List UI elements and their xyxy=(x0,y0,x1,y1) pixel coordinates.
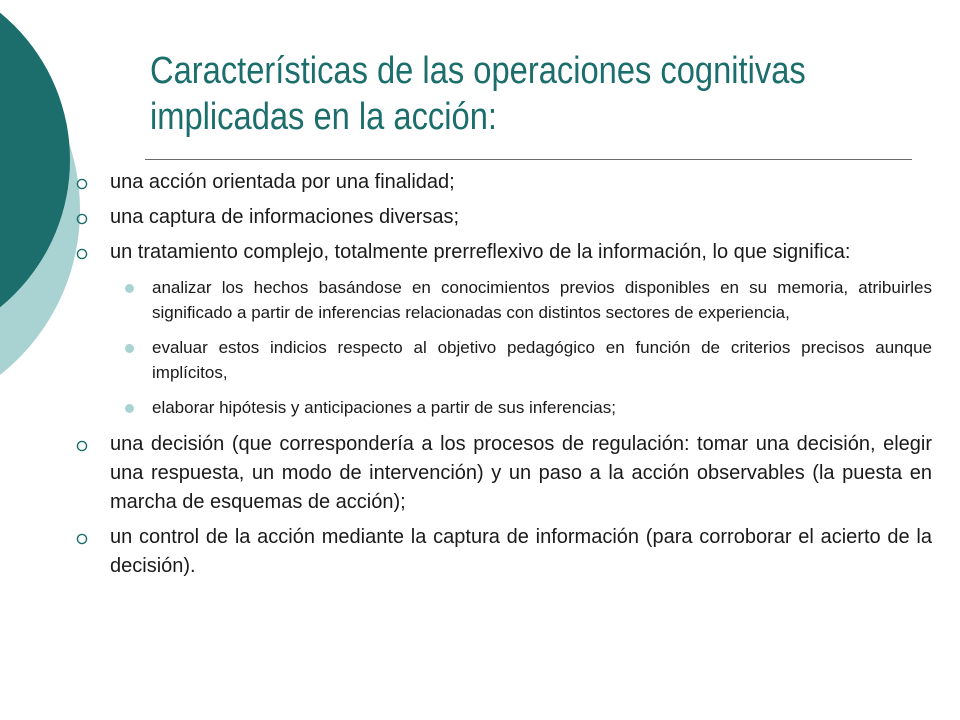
sub-bullet-text: elaborar hipótesis y anticipaciones a partir de sus inferencias; xyxy=(152,398,616,417)
bullet-list xyxy=(74,168,932,587)
sub-bullet-text: evaluar estos indicios respecto al objetivo pedagógico en función de criterios precisos aunque implícitos, xyxy=(152,338,932,382)
bullet-item xyxy=(74,168,932,197)
sub-bullet-item xyxy=(74,275,932,325)
sub-bullet-list xyxy=(74,275,932,420)
title-divider xyxy=(145,159,912,160)
filled-dot-bullet-icon xyxy=(125,404,134,413)
hollow-circle-bullet-icon xyxy=(76,440,88,452)
filled-dot-bullet-icon xyxy=(125,344,134,353)
bullet-item xyxy=(74,203,932,232)
bullet-text: un tratamiento complejo, totalmente prerreflexivo de la información, lo que significa: xyxy=(110,241,851,263)
bullet-text: una decisión (que correspondería a los procesos de regulación: tomar una decisión, elegir una respuesta, un modo de intervención) y un paso a la acción observables (la puesta en marcha de esquemas de acción); xyxy=(110,433,932,513)
bullet-item xyxy=(74,238,932,267)
bullet-text: un control de la acción mediante la captura de información (para corroborar el acierto de la decisión). xyxy=(110,526,932,577)
bullet-item xyxy=(74,430,932,517)
hollow-circle-bullet-icon xyxy=(76,248,88,260)
filled-dot-bullet-icon xyxy=(125,284,134,293)
sub-bullet-item xyxy=(74,335,932,385)
bullet-text: una acción orientada por una finalidad; xyxy=(110,171,455,193)
slide-title xyxy=(150,48,812,140)
sub-bullet-text: analizar los hechos basándose en conocimientos previos disponibles en su memoria, atribuirles significado a partir de inferencias relacionadas con distintos sectores de experiencia, xyxy=(152,278,932,322)
sub-bullet-item xyxy=(74,395,932,420)
hollow-circle-bullet-icon xyxy=(76,533,88,545)
bullet-text: una captura de informaciones diversas; xyxy=(110,206,460,228)
slide-title-line-1: Características de las operaciones cognitivas xyxy=(150,50,806,92)
slide-title-line-2: implicadas en la acción: xyxy=(150,96,497,138)
hollow-circle-bullet-icon xyxy=(76,213,88,225)
hollow-circle-bullet-icon xyxy=(76,178,88,190)
bullet-item xyxy=(74,523,932,581)
